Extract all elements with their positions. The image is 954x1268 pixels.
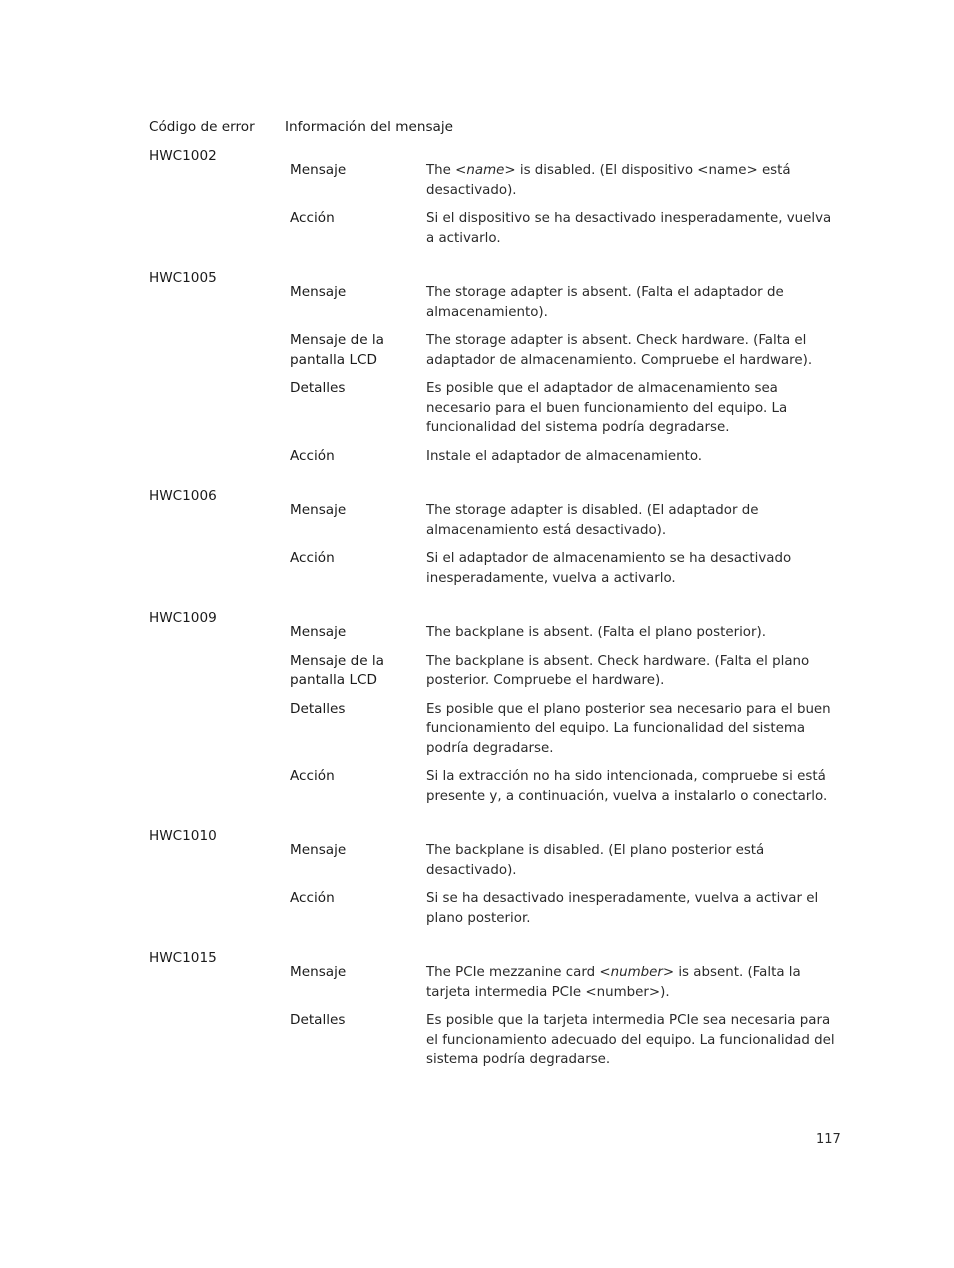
info-row	[290, 889, 839, 928]
info-row	[290, 767, 839, 806]
row-label: Mensaje de la pantalla LCD	[290, 332, 385, 368]
row-label: Mensaje	[290, 284, 347, 300]
row-text: The storage adapter is absent. (Falta el adaptador de almacenamiento).	[426, 285, 784, 320]
row-label: Detalles	[290, 1012, 346, 1028]
row-text: Es posible que el adaptador de almacenamiento sea necesario para el buen funcionamiento del equipo. La funcionalidad del sistema podría degradarse.	[426, 381, 788, 435]
row-label: Acción	[290, 447, 335, 464]
row-text: Si la extracción no ha sido intencionada, compruebe si está presente y, a continuación, vuelva a instalarlo o conectarlo.	[426, 769, 828, 804]
page-number: 117	[816, 1132, 841, 1147]
row-label: Acción	[290, 890, 335, 906]
info-row	[290, 700, 839, 759]
info-row	[290, 501, 839, 540]
row-label: Detalles	[290, 380, 346, 396]
error-code: HWC1002	[149, 148, 217, 164]
error-code: HWC1006	[149, 488, 217, 504]
info-row	[290, 549, 839, 588]
message-info	[290, 623, 839, 815]
row-text: The storage adapter is disabled. (El adaptador de almacenamiento está desactivado).	[426, 503, 759, 538]
row-text: Instale el adaptador de almacenamiento.	[426, 448, 703, 464]
info-row	[290, 1011, 839, 1070]
row-label: Mensaje de la pantalla LCD	[290, 652, 385, 688]
info-row	[290, 283, 839, 322]
row-label: Detalles	[290, 700, 346, 717]
info-row	[290, 209, 839, 248]
row-label: Acción	[290, 768, 335, 784]
message-info	[290, 283, 839, 475]
row-text: The backplane is absent. Check hardware. (Falta el plano posterior. Compruebe el hardware).	[426, 653, 810, 688]
message-info	[290, 501, 839, 597]
info-row	[290, 963, 839, 1002]
row-text: Es posible que la tarjeta intermedia PCIe sea necesaria para el funcionamiento adecuado del equipo. La funcionalidad del sistema podría degradarse.	[426, 1013, 835, 1067]
info-row	[290, 379, 839, 438]
row-text: Si el dispositivo se ha desactivado inesperadamente, vuelva a activarlo.	[426, 211, 832, 246]
row-label: Mensaje	[290, 624, 347, 640]
row-text: The <name> is disabled. (El dispositivo <name> está desactivado).	[426, 163, 791, 198]
row-label: Mensaje	[290, 162, 347, 178]
info-row	[290, 623, 839, 643]
row-label: Acción	[290, 210, 335, 226]
row-text: The storage adapter is absent. Check hardware. (Falta el adaptador de almacenamiento. Compruebe el hardware).	[426, 333, 813, 368]
placeholder-name: name	[466, 163, 505, 178]
error-code: HWC1009	[149, 610, 217, 626]
error-code: HWC1015	[149, 950, 217, 966]
row-label: Mensaje	[290, 964, 347, 980]
column-header-info: Información del mensaje	[285, 119, 454, 135]
error-code: HWC1005	[149, 270, 217, 286]
row-text: The backplane is disabled. (El plano posterior está desactivado).	[426, 843, 765, 878]
column-header-code: Código de error	[149, 119, 255, 135]
row-text: Si el adaptador de almacenamiento se ha desactivado inesperadamente, vuelva a activarlo.	[426, 551, 792, 586]
info-row	[290, 331, 839, 370]
message-info	[290, 963, 839, 1079]
row-label: Mensaje	[290, 502, 347, 518]
info-row	[290, 841, 839, 880]
info-row	[290, 652, 839, 691]
row-label: Acción	[290, 550, 335, 566]
message-info	[290, 161, 839, 257]
row-text: Es posible que el plano posterior sea necesario para el buen funcionamiento del equipo. La funcionalidad del sistema podría degradarse.	[426, 701, 831, 756]
placeholder-number: number	[610, 965, 663, 980]
row-text: The PCIe mezzanine card <number> is absent. (Falta la tarjeta intermedia PCIe <number>).	[426, 965, 801, 1000]
error-code: HWC1010	[149, 828, 217, 844]
row-text: Si se ha desactivado inesperadamente, vuelva a activar el plano posterior.	[426, 891, 819, 926]
info-row	[290, 447, 839, 467]
row-text: The backplane is absent. (Falta el plano posterior).	[426, 625, 766, 640]
info-row	[290, 161, 839, 200]
message-info	[290, 841, 839, 937]
row-label: Mensaje	[290, 842, 347, 858]
